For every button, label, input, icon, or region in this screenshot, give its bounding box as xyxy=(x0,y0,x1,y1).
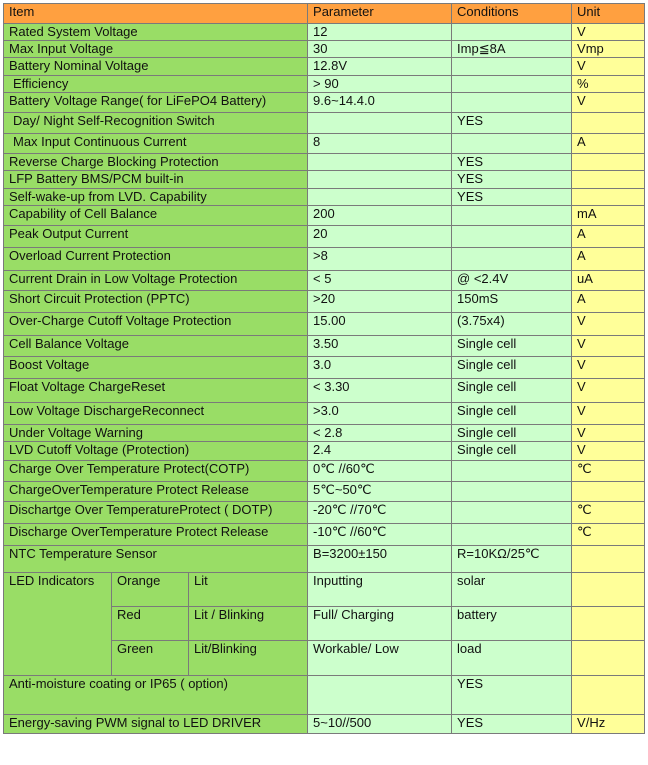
led-state: Lit/Blinking xyxy=(189,641,308,676)
row-unit: A xyxy=(572,134,645,154)
row-conditions: YES xyxy=(452,171,572,189)
led-conditions: load xyxy=(452,641,572,676)
row-conditions: YES xyxy=(452,154,572,171)
row-conditions xyxy=(452,206,572,226)
led-conditions: solar xyxy=(452,573,572,607)
row-unit: V xyxy=(572,442,645,461)
spec-row xyxy=(4,134,645,154)
spec-row xyxy=(4,357,645,379)
led-parameter: Workable/ Low xyxy=(308,641,452,676)
row-parameter: 200 xyxy=(308,206,452,226)
row-conditions: Single cell xyxy=(452,379,572,403)
spec-row xyxy=(4,171,645,189)
spec-row xyxy=(4,379,645,403)
row-parameter: 20 xyxy=(308,226,452,248)
row-conditions xyxy=(452,24,572,41)
led-unit xyxy=(572,607,645,641)
row-parameter xyxy=(308,171,452,189)
row-item: ChargeOverTemperature Protect Release xyxy=(4,482,308,502)
row-unit: V xyxy=(572,313,645,336)
spec-row xyxy=(4,58,645,76)
row-conditions: Single cell xyxy=(452,357,572,379)
row-unit xyxy=(572,189,645,206)
led-state: Lit / Blinking xyxy=(189,607,308,641)
row-parameter: > 90 xyxy=(308,76,452,93)
row-conditions xyxy=(452,482,572,502)
header-item: Item xyxy=(4,4,308,24)
spec-row xyxy=(4,336,645,357)
row-parameter: 9.6~14.4.0 xyxy=(308,93,452,113)
row-item: Over-Charge Cutoff Voltage Protection xyxy=(4,313,308,336)
row-unit xyxy=(572,546,645,573)
row-parameter: 8 xyxy=(308,134,452,154)
row-item: Peak Output Current xyxy=(4,226,308,248)
row-conditions xyxy=(452,134,572,154)
row-parameter: -20℃ //70℃ xyxy=(308,502,452,524)
row-item: Battery Voltage Range( for LiFePO4 Battery) xyxy=(4,93,308,113)
row-conditions xyxy=(452,502,572,524)
led-conditions: battery xyxy=(452,607,572,641)
row-conditions: YES xyxy=(452,715,572,734)
row-unit: A xyxy=(572,226,645,248)
row-unit xyxy=(572,482,645,502)
row-unit: uA xyxy=(572,271,645,291)
row-parameter xyxy=(308,113,452,134)
row-unit: Vmp xyxy=(572,41,645,58)
row-item: Anti-moisture coating or IP65 ( option) xyxy=(4,676,308,715)
row-unit: A xyxy=(572,291,645,313)
row-parameter: 30 xyxy=(308,41,452,58)
spec-row xyxy=(4,403,645,425)
row-conditions xyxy=(452,226,572,248)
row-item: Low Voltage DischargeReconnect xyxy=(4,403,308,425)
row-parameter: -10℃ //60℃ xyxy=(308,524,452,546)
row-conditions: R=10KΩ/25℃ xyxy=(452,546,572,573)
spec-row xyxy=(4,715,645,734)
row-conditions xyxy=(452,248,572,271)
row-parameter: 12 xyxy=(308,24,452,41)
row-conditions xyxy=(452,461,572,482)
row-parameter: 15.00 xyxy=(308,313,452,336)
row-unit: A xyxy=(572,248,645,271)
row-unit: ℃ xyxy=(572,502,645,524)
row-conditions: Single cell xyxy=(452,336,572,357)
led-indicators-label: LED Indicators xyxy=(4,573,112,676)
row-parameter: 3.50 xyxy=(308,336,452,357)
spec-row xyxy=(4,248,645,271)
row-unit: V xyxy=(572,357,645,379)
spec-table xyxy=(3,3,645,734)
row-item: Discharge OverTemperature Protect Release xyxy=(4,524,308,546)
row-unit xyxy=(572,676,645,715)
row-unit: V xyxy=(572,425,645,442)
header-row xyxy=(4,4,645,24)
row-conditions: Single cell xyxy=(452,403,572,425)
row-item: Boost Voltage xyxy=(4,357,308,379)
spec-row xyxy=(4,41,645,58)
row-unit: ℃ xyxy=(572,524,645,546)
row-conditions: Single cell xyxy=(452,425,572,442)
row-item: Float Voltage ChargeReset xyxy=(4,379,308,403)
row-item: LFP Battery BMS/PCM built-in xyxy=(4,171,308,189)
spec-row xyxy=(4,313,645,336)
row-conditions: YES xyxy=(452,676,572,715)
led-color: Green xyxy=(112,641,189,676)
spec-row xyxy=(4,226,645,248)
row-conditions: Single cell xyxy=(452,442,572,461)
row-item: Cell Balance Voltage xyxy=(4,336,308,357)
led-color: Red xyxy=(112,607,189,641)
row-parameter: 5~10//500 xyxy=(308,715,452,734)
header-parameter: Parameter xyxy=(308,4,452,24)
row-unit: % xyxy=(572,76,645,93)
row-item: Max Input Continuous Current xyxy=(4,134,308,154)
row-item: LVD Cutoff Voltage (Protection) xyxy=(4,442,308,461)
row-item: NTC Temperature Sensor xyxy=(4,546,308,573)
spec-row xyxy=(4,291,645,313)
row-conditions: Imp≦8A xyxy=(452,41,572,58)
led-color: Orange xyxy=(112,573,189,607)
led-state: Lit xyxy=(189,573,308,607)
row-conditions xyxy=(452,58,572,76)
row-parameter: 2.4 xyxy=(308,442,452,461)
spec-row xyxy=(4,189,645,206)
header-unit: Unit xyxy=(572,4,645,24)
spec-row xyxy=(4,546,645,573)
spec-row xyxy=(4,442,645,461)
led-unit xyxy=(572,573,645,607)
row-unit: V xyxy=(572,24,645,41)
row-item: Under Voltage Warning xyxy=(4,425,308,442)
row-item: Current Drain in Low Voltage Protection xyxy=(4,271,308,291)
row-item: Energy-saving PWM signal to LED DRIVER xyxy=(4,715,308,734)
row-unit: V/Hz xyxy=(572,715,645,734)
row-item: Capability of Cell Balance xyxy=(4,206,308,226)
row-parameter: 0℃ //60℃ xyxy=(308,461,452,482)
row-parameter: 12.8V xyxy=(308,58,452,76)
row-parameter: B=3200±150 xyxy=(308,546,452,573)
row-parameter: < 2.8 xyxy=(308,425,452,442)
row-conditions xyxy=(452,76,572,93)
row-item: Reverse Charge Blocking Protection xyxy=(4,154,308,171)
row-parameter xyxy=(308,189,452,206)
spec-row xyxy=(4,76,645,93)
spec-row xyxy=(4,271,645,291)
row-parameter: 3.0 xyxy=(308,357,452,379)
spec-row xyxy=(4,524,645,546)
spec-row xyxy=(4,24,645,41)
row-parameter xyxy=(308,154,452,171)
header-conditions: Conditions xyxy=(452,4,572,24)
row-unit: V xyxy=(572,379,645,403)
row-unit xyxy=(572,113,645,134)
spec-row xyxy=(4,93,645,113)
row-parameter xyxy=(308,676,452,715)
row-unit: mA xyxy=(572,206,645,226)
row-unit: V xyxy=(572,403,645,425)
spec-row xyxy=(4,206,645,226)
spec-row xyxy=(4,461,645,482)
spec-row xyxy=(4,113,645,134)
row-unit: V xyxy=(572,93,645,113)
row-conditions: 150mS xyxy=(452,291,572,313)
spec-row xyxy=(4,502,645,524)
row-unit: V xyxy=(572,336,645,357)
row-unit xyxy=(572,154,645,171)
spec-row xyxy=(4,425,645,442)
led-parameter: Inputting xyxy=(308,573,452,607)
led-unit xyxy=(572,641,645,676)
row-item: Efficiency xyxy=(4,76,308,93)
row-parameter: < 5 xyxy=(308,271,452,291)
row-parameter: >20 xyxy=(308,291,452,313)
spec-row xyxy=(4,154,645,171)
led-row xyxy=(4,573,645,607)
row-item: Max Input Voltage xyxy=(4,41,308,58)
row-parameter: 5℃~50℃ xyxy=(308,482,452,502)
row-item: Overload Current Protection xyxy=(4,248,308,271)
row-item: Day/ Night Self-Recognition Switch xyxy=(4,113,308,134)
row-conditions xyxy=(452,524,572,546)
row-parameter: >8 xyxy=(308,248,452,271)
row-conditions: @ <2.4V xyxy=(452,271,572,291)
row-unit: ℃ xyxy=(572,461,645,482)
row-conditions: YES xyxy=(452,113,572,134)
row-item: Rated System Voltage xyxy=(4,24,308,41)
row-unit xyxy=(572,171,645,189)
spec-row xyxy=(4,676,645,715)
row-parameter: >3.0 xyxy=(308,403,452,425)
row-item: Charge Over Temperature Protect(COTP) xyxy=(4,461,308,482)
row-item: Short Circuit Protection (PPTC) xyxy=(4,291,308,313)
row-item: Dischartge Over TemperatureProtect ( DOTP) xyxy=(4,502,308,524)
row-conditions: YES xyxy=(452,189,572,206)
led-parameter: Full/ Charging xyxy=(308,607,452,641)
spec-row xyxy=(4,482,645,502)
row-conditions: (3.75x4) xyxy=(452,313,572,336)
row-item: Self-wake-up from LVD. Capability xyxy=(4,189,308,206)
row-item: Battery Nominal Voltage xyxy=(4,58,308,76)
spec-table-body xyxy=(4,4,645,734)
row-unit: V xyxy=(572,58,645,76)
row-conditions xyxy=(452,93,572,113)
row-parameter: < 3.30 xyxy=(308,379,452,403)
